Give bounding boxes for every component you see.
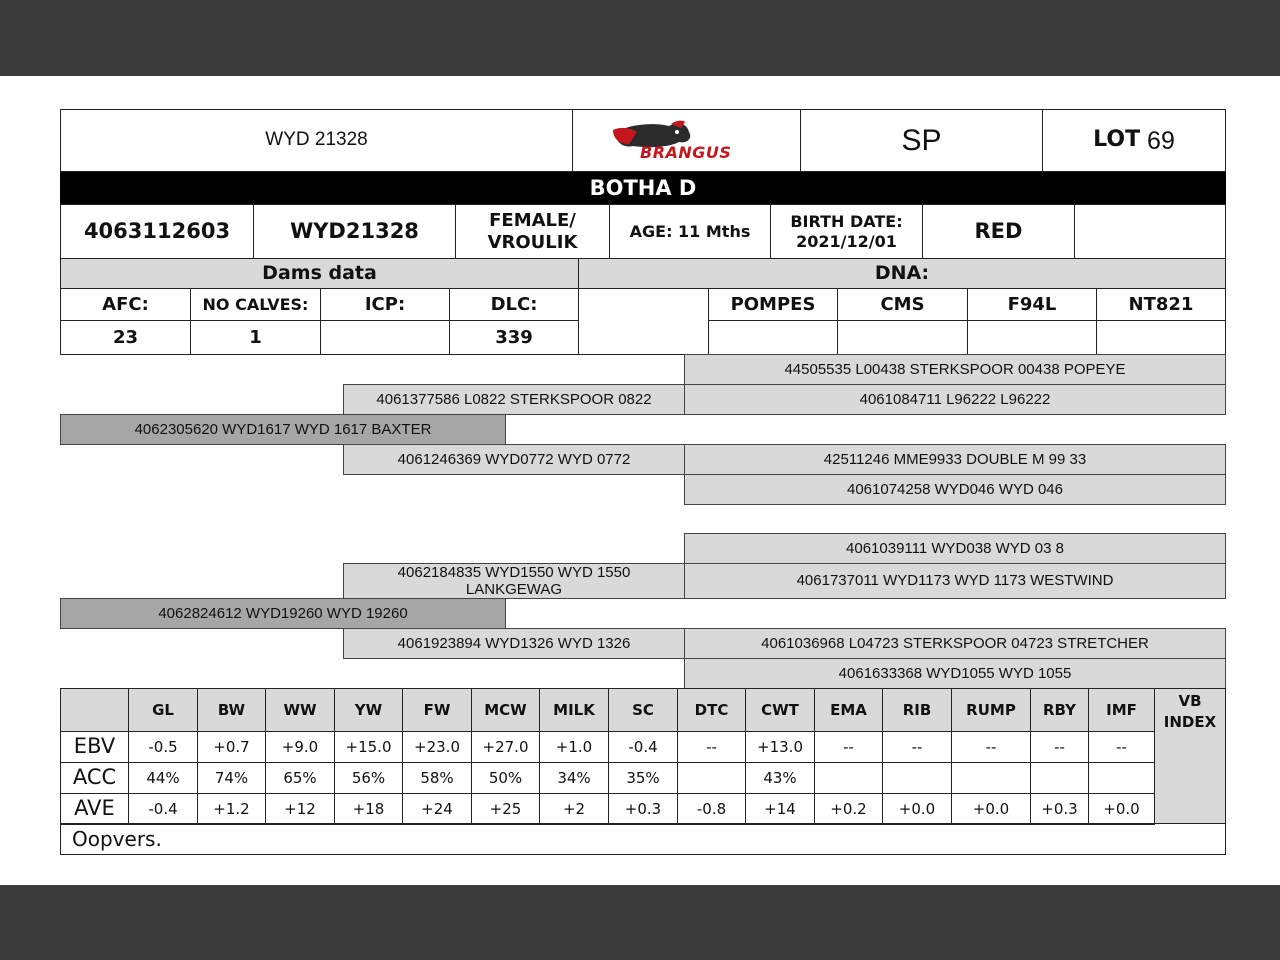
ebv-cell-ave-fw: +24 (402, 793, 472, 825)
brangus-logo-text: BRANGUS (640, 143, 732, 162)
ebv-cell-ebv-rib: -- (882, 731, 952, 763)
ebv-cell-acc-gl: 44% (128, 762, 198, 794)
ebv-cell-ave-imf: +0.0 (1088, 793, 1155, 825)
pedigree-sire-sire-sire: 44505535 L00438 STERKSPOOR 00438 POPEYE (684, 354, 1226, 385)
dams-label-no-calves: NO CALVES: (190, 288, 321, 321)
ebv-cell-acc-yw: 56% (334, 762, 403, 794)
lot-cell (1042, 109, 1226, 172)
pedigree-dam-dam-sire: 4061036968 L04723 STERKSPOOR 04723 STRETCHER (684, 628, 1226, 659)
ebv-cell-ave-ww: +12 (265, 793, 335, 825)
dna-empty-cell (578, 288, 709, 355)
top-frame-bar (0, 0, 1280, 76)
animal-birth-date: BIRTH DATE: 2021/12/01 (770, 204, 923, 259)
dams-value-dlc: 339 (449, 320, 579, 355)
ebv-cell-ave-milk: +2 (539, 793, 609, 825)
ebv-header-yw: YW (334, 688, 403, 732)
ebv-header-rby: RBY (1030, 688, 1089, 732)
ebv-cell-ebv-milk: +1.0 (539, 731, 609, 763)
ebv-cell-ebv-ww: +9.0 (265, 731, 335, 763)
ebv-cell-ebv-bw: +0.7 (197, 731, 266, 763)
ebv-cell-ave-rby: +0.3 (1030, 793, 1089, 825)
dna-value-f94l (967, 320, 1097, 355)
animal-age: AGE: 11 Mths (609, 204, 771, 259)
ebv-header-rib: RIB (882, 688, 952, 732)
dams-value-icp (320, 320, 450, 355)
ebv-header-imf: IMF (1088, 688, 1155, 732)
dna-label-nt821: NT821 (1096, 288, 1226, 321)
pedigree-sire-sire: 4061377586 L0822 STERKSPOOR 0822 (343, 384, 685, 415)
ebv-cell-acc-sc: 35% (608, 762, 678, 794)
breed-code: SP (800, 109, 1043, 172)
ebv-header-bw: BW (197, 688, 266, 732)
ebv-cell-acc-mcw: 50% (471, 762, 540, 794)
ebv-header-ema: EMA (814, 688, 883, 732)
ebv-cell-ebv-dtc: -- (677, 731, 746, 763)
ebv-cell-ebv-ema: -- (814, 731, 883, 763)
lot-number: 69 (1147, 126, 1175, 155)
ebv-cell-acc-ww: 65% (265, 762, 335, 794)
ebv-cell-ave-rump: +0.0 (951, 793, 1031, 825)
remarks (60, 823, 1226, 855)
animal-color: RED (922, 204, 1075, 259)
ebv-header-gl: GL (128, 688, 198, 732)
pedigree-dam: 4062824612 WYD19260 WYD 19260 (60, 598, 506, 629)
animal-tag: WYD21328 (253, 204, 456, 259)
ebv-header-mcw: MCW (471, 688, 540, 732)
ebv-cell-ave-gl: -0.4 (128, 793, 198, 825)
ebv-header-rump: RUMP (951, 688, 1031, 732)
ebv-cell-ebv-rby: -- (1030, 731, 1089, 763)
dna-title: DNA: (578, 258, 1226, 289)
pedigree-dam-sire: 4062184835 WYD1550 WYD 1550 LANKGEWAG (343, 563, 685, 599)
animal-code: WYD 21328 (60, 109, 573, 172)
ebv-header-vb-index: VB INDEX (1154, 688, 1226, 824)
ebv-cell-ave-sc: +0.3 (608, 793, 678, 825)
dna-value-nt821 (1096, 320, 1226, 355)
ebv-cell-ebv-mcw: +27.0 (471, 731, 540, 763)
ebv-row-label-acc: ACC (60, 762, 129, 794)
pedigree-sire-dam-sire: 42511246 MME9933 DOUBLE M 99 33 (684, 444, 1226, 475)
dams-label-dlc: DLC: (449, 288, 579, 321)
dams-value-afc: 23 (60, 320, 191, 355)
ebv-cell-ave-dtc: -0.8 (677, 793, 746, 825)
ebv-cell-ave-cwt: +14 (745, 793, 815, 825)
ebv-cell-ave-ema: +0.2 (814, 793, 883, 825)
dna-label-f94l: F94L (967, 288, 1097, 321)
ebv-cell-acc-dtc (677, 762, 746, 794)
remarks-text: Oopvers. (72, 827, 162, 851)
dna-value-pompes (708, 320, 838, 355)
brangus-logo (572, 109, 801, 172)
ebv-cell-ave-rib: +0.0 (882, 793, 952, 825)
ebv-cell-ebv-sc: -0.4 (608, 731, 678, 763)
ebv-row-label-ave: AVE (60, 793, 129, 825)
pedigree-sire-dam-dam: 4061074258 WYD046 WYD 046 (684, 474, 1226, 505)
bottom-frame-bar (0, 885, 1280, 960)
dna-value-cms (837, 320, 968, 355)
ebv-cell-ebv-rump: -- (951, 731, 1031, 763)
dna-label-pompes: POMPES (708, 288, 838, 321)
ebv-cell-acc-bw: 74% (197, 762, 266, 794)
dams-data-title: Dams data (60, 258, 579, 289)
pedigree-dam-dam-dam: 4061633368 WYD1055 WYD 1055 (684, 658, 1226, 689)
dams-label-afc: AFC: (60, 288, 191, 321)
animal-sex: FEMALE/ VROULIK (455, 204, 610, 259)
dna-label-cms: CMS (837, 288, 968, 321)
ebv-cell-acc-rump (951, 762, 1031, 794)
ebv-table-corner (60, 688, 129, 732)
animal-name-band (60, 172, 1226, 204)
lot-label: LOT (1093, 127, 1141, 153)
pedigree-sire-dam: 4061246369 WYD0772 WYD 0772 (343, 444, 685, 475)
pedigree-sire: 4062305620 WYD1617 WYD 1617 BAXTER (60, 414, 506, 445)
ebv-cell-acc-fw: 58% (402, 762, 472, 794)
ebv-cell-acc-rby (1030, 762, 1089, 794)
ebv-cell-ebv-fw: +23.0 (402, 731, 472, 763)
ebv-header-dtc: DTC (677, 688, 746, 732)
pedigree-dam-dam: 4061923894 WYD1326 WYD 1326 (343, 628, 685, 659)
ebv-header-sc: SC (608, 688, 678, 732)
animal-name: BOTHA D (589, 176, 697, 200)
ebv-cell-ebv-yw: +15.0 (334, 731, 403, 763)
ebv-row-label-ebv: EBV (60, 731, 129, 763)
ebv-header-cwt: CWT (745, 688, 815, 732)
ebv-header-ww: WW (265, 688, 335, 732)
ebv-cell-acc-rib (882, 762, 952, 794)
ebv-cell-ebv-gl: -0.5 (128, 731, 198, 763)
dams-label-icp: ICP: (320, 288, 450, 321)
animal-id-number: 4063112603 (60, 204, 254, 259)
ebv-cell-ave-mcw: +25 (471, 793, 540, 825)
pedigree-dam-sire-sire: 4061039111 WYD038 WYD 03 8 (684, 533, 1226, 564)
dams-value-no-calves: 1 (190, 320, 321, 355)
pedigree-dam-sire-dam: 4061737011 WYD1173 WYD 1173 WESTWIND (684, 563, 1226, 599)
animal-extra (1074, 204, 1226, 259)
ebv-cell-acc-cwt: 43% (745, 762, 815, 794)
ebv-header-fw: FW (402, 688, 472, 732)
ebv-cell-acc-ema (814, 762, 883, 794)
ebv-header-milk: MILK (539, 688, 609, 732)
ebv-cell-acc-imf (1088, 762, 1155, 794)
ebv-cell-ave-yw: +18 (334, 793, 403, 825)
ebv-cell-ebv-cwt: +13.0 (745, 731, 815, 763)
ebv-cell-ave-bw: +1.2 (197, 793, 266, 825)
pedigree-sire-sire-dam: 4061084711 L96222 L96222 (684, 384, 1226, 415)
ebv-cell-ebv-imf: -- (1088, 731, 1155, 763)
ebv-cell-acc-milk: 34% (539, 762, 609, 794)
